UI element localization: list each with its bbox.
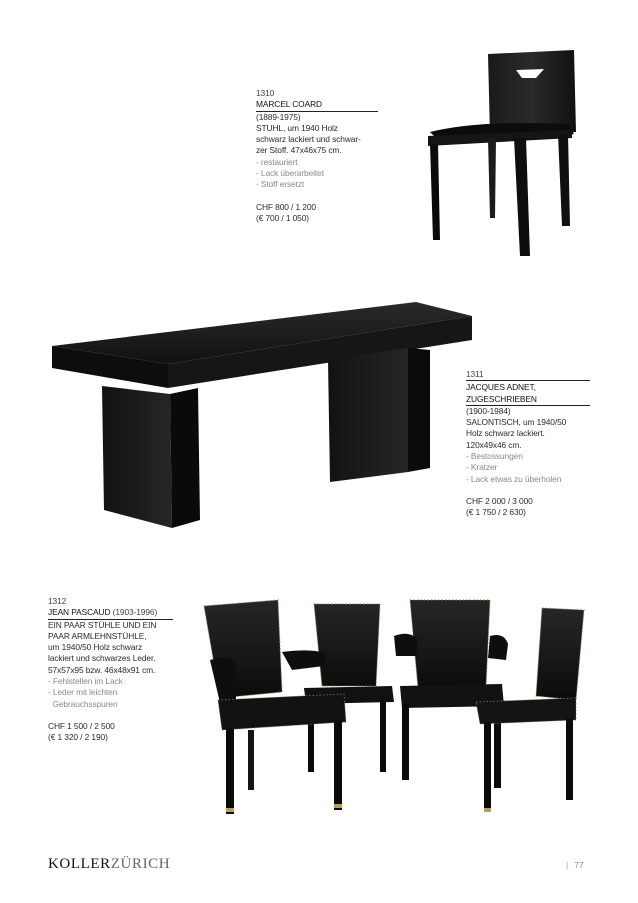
artist-name: JACQUES ADNET, [466,382,536,393]
condition-line: - Lack etwas zu überholen [466,473,562,484]
desc-line: PAAR ARMLEHNSTÜHLE, [48,630,147,641]
condition-line: - Kratzer [466,462,498,473]
desc-line: zer Stoff. 47x46x75 cm. [256,145,342,156]
desc-line: STUHL, um 1940 Holz [256,122,338,133]
desc-line: SALONTISCH, um 1940/50 [466,417,567,428]
chair-2 [304,604,394,772]
desc-line: lackiert und schwarzes Leder. [48,653,156,664]
estimate-eur: (€ 1 320 / 2 190) [48,732,108,743]
lot-number: 1310 [256,88,275,98]
condition-line: - restauriert [256,156,298,167]
estimate-eur: (€ 1 750 / 2 630) [466,507,526,518]
condition-line: - Stoff ersetzt [256,179,305,190]
page-number-area [566,860,584,870]
chairs-photo [196,590,594,824]
condition-line: - Lack überarbeitet [256,168,324,179]
desc-line: 57x57x95 bzw. 46x48x91 cm. [48,664,156,675]
condition-line: - Bestossungen [466,451,523,462]
estimate-chf: CHF 800 / 1 200 [256,201,316,212]
artist-name: MARCEL COARD [256,99,378,111]
lot-1310-description [256,88,378,224]
condition-line: Gebrauchsspuren [48,698,118,709]
estimate-chf: CHF 1 500 / 2 500 [48,720,115,731]
brand-logo [48,856,170,873]
lot-1312-description [48,596,173,744]
footer-separator: | [566,860,569,870]
desc-line: (1900-1984) [466,405,590,417]
chair-photo [418,40,586,262]
desc-line: EIN PAAR STÜHLE UND EIN [48,619,157,630]
desc-line: um 1940/50 Holz schwarz [48,642,143,653]
table-photo [46,296,478,532]
artist-name-suffix: ZUGESCHRIEBEN [466,393,537,404]
artist-name: JEAN PASCAUD [48,607,111,618]
artist-heading [48,607,173,619]
desc-line: 120x49x46 cm. [466,439,522,450]
lot-number: 1311 [466,369,484,379]
desc-line: (1889-1975) [256,111,301,122]
estimate-eur: (€ 700 / 1 050) [256,212,309,223]
brand-name: KOLLER [48,856,111,872]
condition-line: - Fehlstellen im Lack [48,676,123,687]
page-number: 77 [574,860,584,870]
desc-line: schwarz lackiert und schwar- [256,134,361,145]
lot-number: 1312 [48,596,67,606]
condition-line: - Leder mit leichten [48,687,118,698]
desc-line: Holz schwarz lackiert. [466,428,545,439]
estimate-chf: CHF 2 000 / 3 000 [466,495,533,506]
lot-1311-description [466,369,590,519]
brand-city: ZÜRICH [110,856,171,872]
artist-dates: (1903-1996) [110,607,158,618]
